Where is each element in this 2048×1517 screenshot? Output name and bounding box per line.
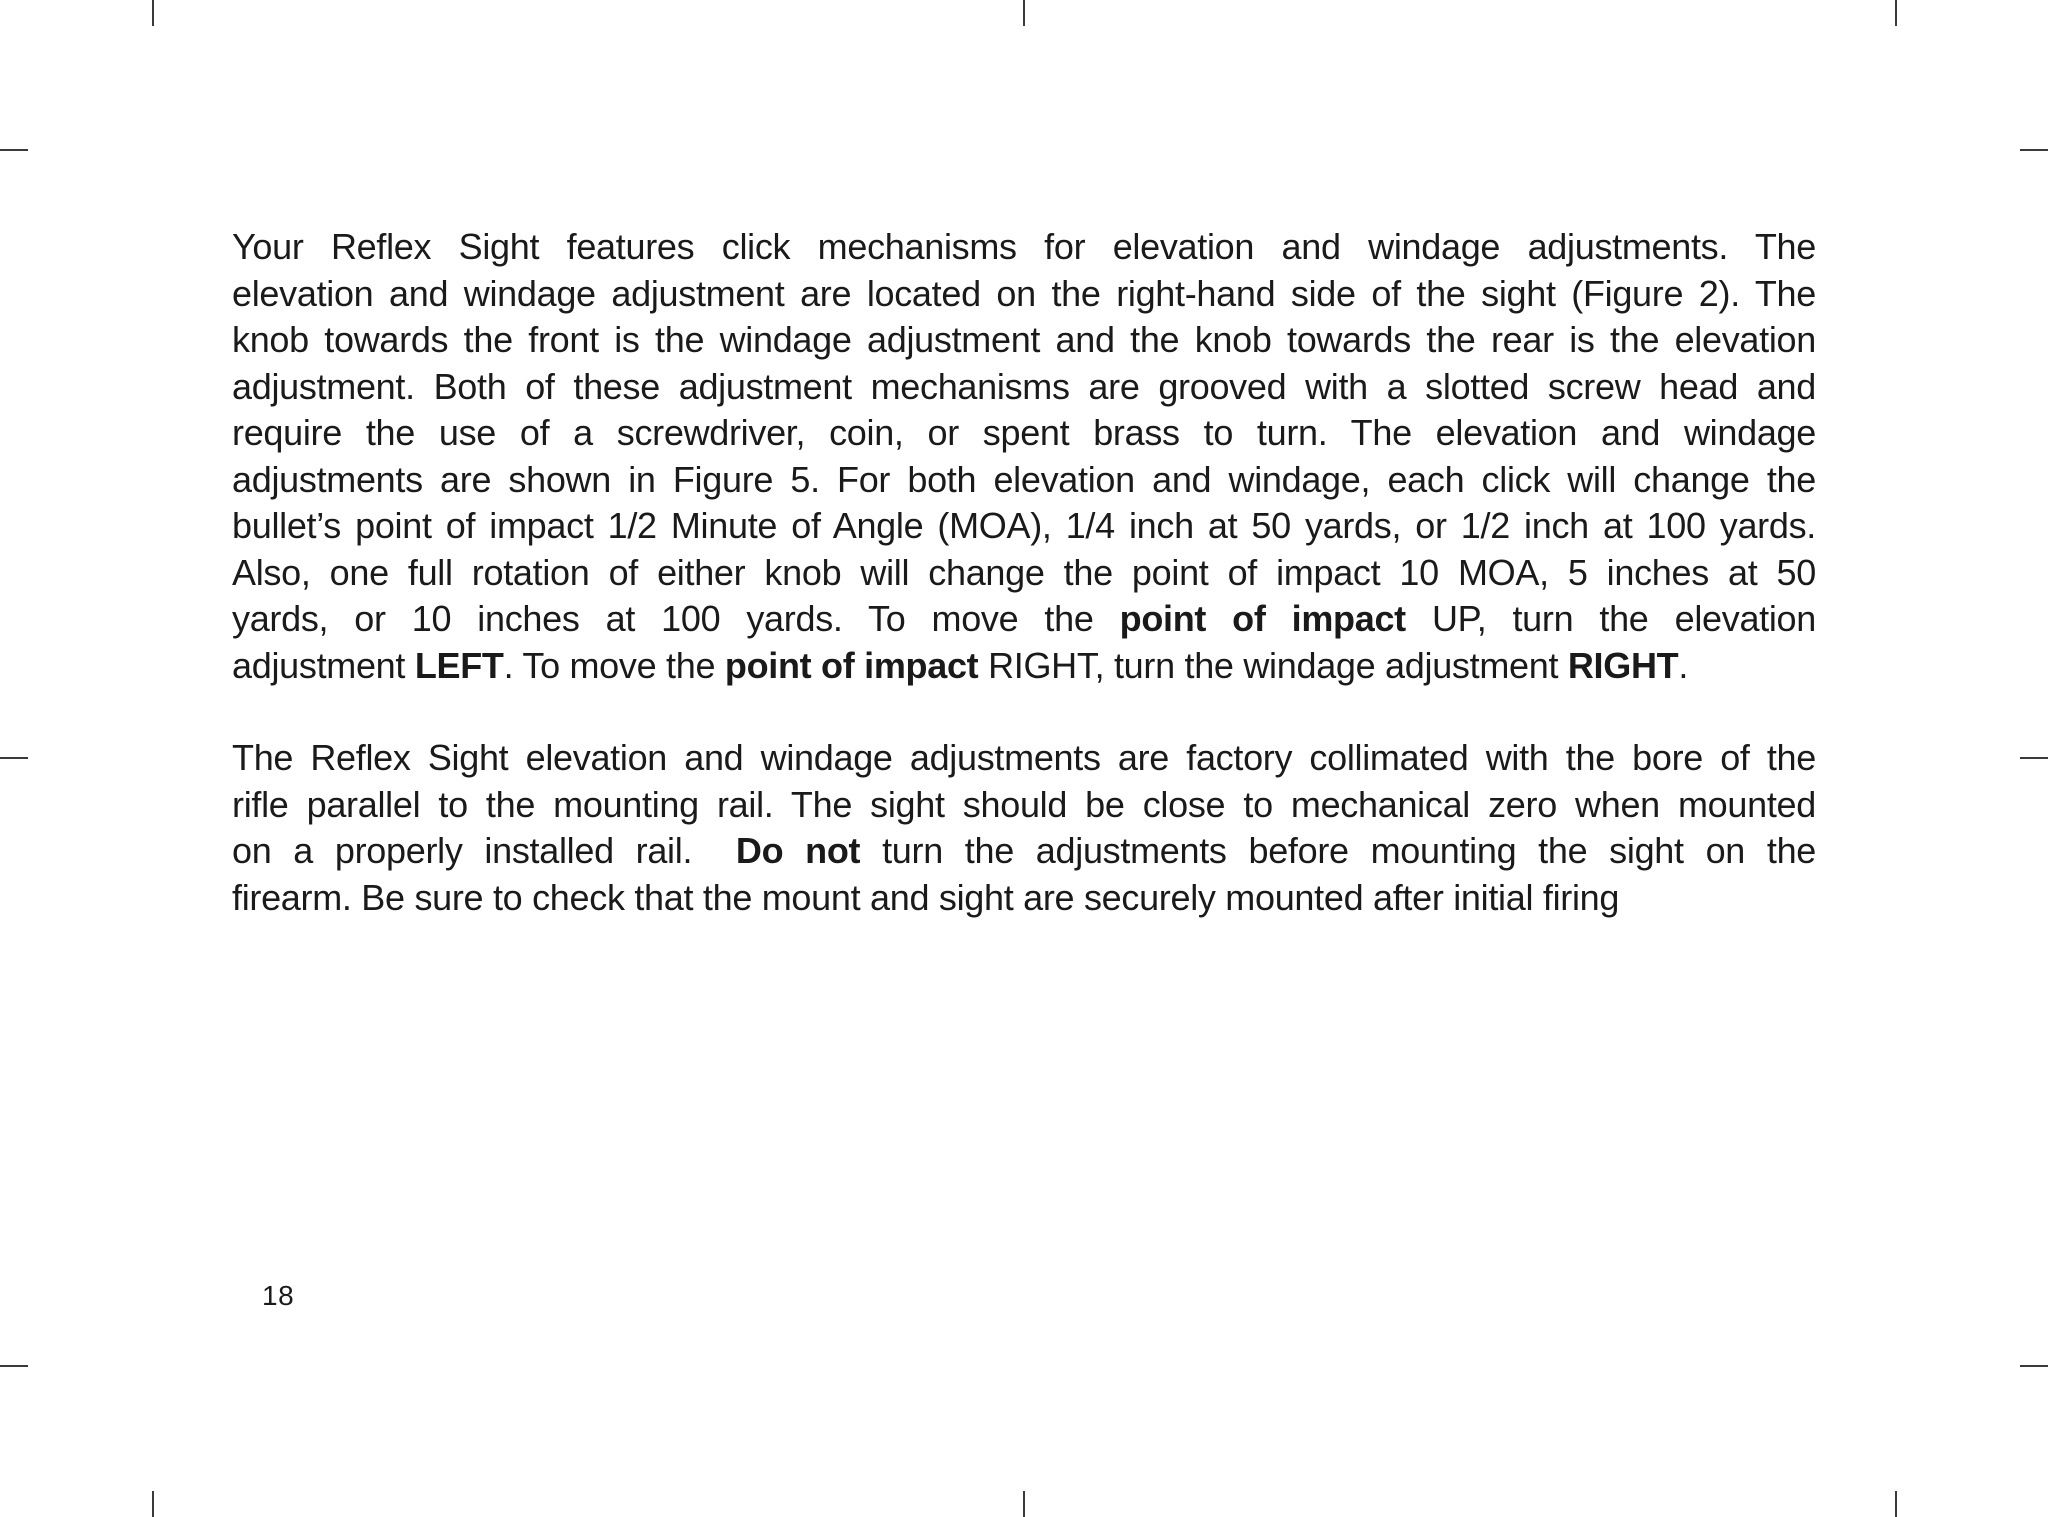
paragraph-factory-collimation <box>232 735 1816 921</box>
text-line: knob towards the front is the windage adjustment and the knob towards the rear is the elevation <box>232 319 1816 360</box>
text-line: The Reflex Sight elevation and windage adjustments are factory collimated with the bore of the <box>232 737 1816 778</box>
bold-term-do-not: Do not <box>735 830 861 871</box>
crop-mark-top-left <box>152 0 154 26</box>
text-run: . To move the <box>503 644 716 686</box>
text-line: adjustment. Both of these adjustment mechanisms are grooved with a slotted screw head and <box>232 365 1816 407</box>
text-line <box>232 643 1816 690</box>
text-run: yards, or 10 inches at 100 yards. To move the <box>232 598 1094 639</box>
bold-term-point-of-impact: point of impact <box>1119 598 1406 639</box>
crop-mark-left-middle <box>0 757 28 759</box>
text-line <box>232 828 1816 875</box>
body-text <box>232 224 1816 921</box>
text-line: elevation and windage adjustment are located on the right-hand side of the sight (Figure 2). The <box>232 272 1816 314</box>
text-run: RIGHT, turn the windage adjustment <box>988 644 1559 686</box>
crop-mark-bottom-center <box>1023 1491 1025 1517</box>
bold-term-left: LEFT <box>414 644 504 686</box>
crop-mark-left-upper <box>0 149 28 151</box>
text-line: rifle parallel to the mounting rail. The sight should be close to mechanical zero when mounted <box>232 783 1816 825</box>
text-line: firearm. Be sure to check that the mount and sight are securely mounted after initial firing <box>232 876 1620 918</box>
text-run: on a properly installed rail. <box>232 830 693 871</box>
bold-term-point-of-impact: point of impact <box>724 644 979 686</box>
crop-mark-bottom-right <box>1895 1491 1897 1517</box>
text-run: . <box>1678 644 1689 686</box>
crop-mark-right-lower <box>2020 1365 2048 1367</box>
text-run: adjustment <box>232 644 406 686</box>
paragraph-adjustment-mechanisms <box>232 224 1816 689</box>
crop-mark-top-right <box>1895 0 1897 26</box>
crop-mark-top-center <box>1023 0 1025 26</box>
bold-term-right: RIGHT <box>1567 644 1679 686</box>
text-run: turn the adjustments before mounting the sight on the <box>882 830 1817 871</box>
text-line: Also, one full rotation of either knob will change the point of impact 10 MOA, 5 inches at 50 <box>232 551 1816 593</box>
text-line: adjustments are shown in Figure 5. For both elevation and windage, each click will change the <box>232 458 1816 500</box>
text-line: bullet’s point of impact 1/2 Minute of Angle (MOA), 1/4 inch at 50 yards, or 1/2 inch at 100 yards. <box>232 505 1816 546</box>
text-line <box>232 596 1816 643</box>
crop-mark-right-middle <box>2020 757 2048 759</box>
text-run: UP, turn the elevation <box>1431 598 1817 639</box>
page-number: 18 <box>262 1280 295 1311</box>
text-line: require the use of a screwdriver, coin, or spent brass to turn. The elevation and windage <box>232 412 1816 453</box>
text-line: Your Reflex Sight features click mechanisms for elevation and windage adjustments. The <box>232 226 1816 267</box>
crop-mark-right-upper <box>2020 149 2048 151</box>
crop-mark-left-lower <box>0 1365 28 1367</box>
crop-mark-bottom-left <box>152 1491 154 1517</box>
